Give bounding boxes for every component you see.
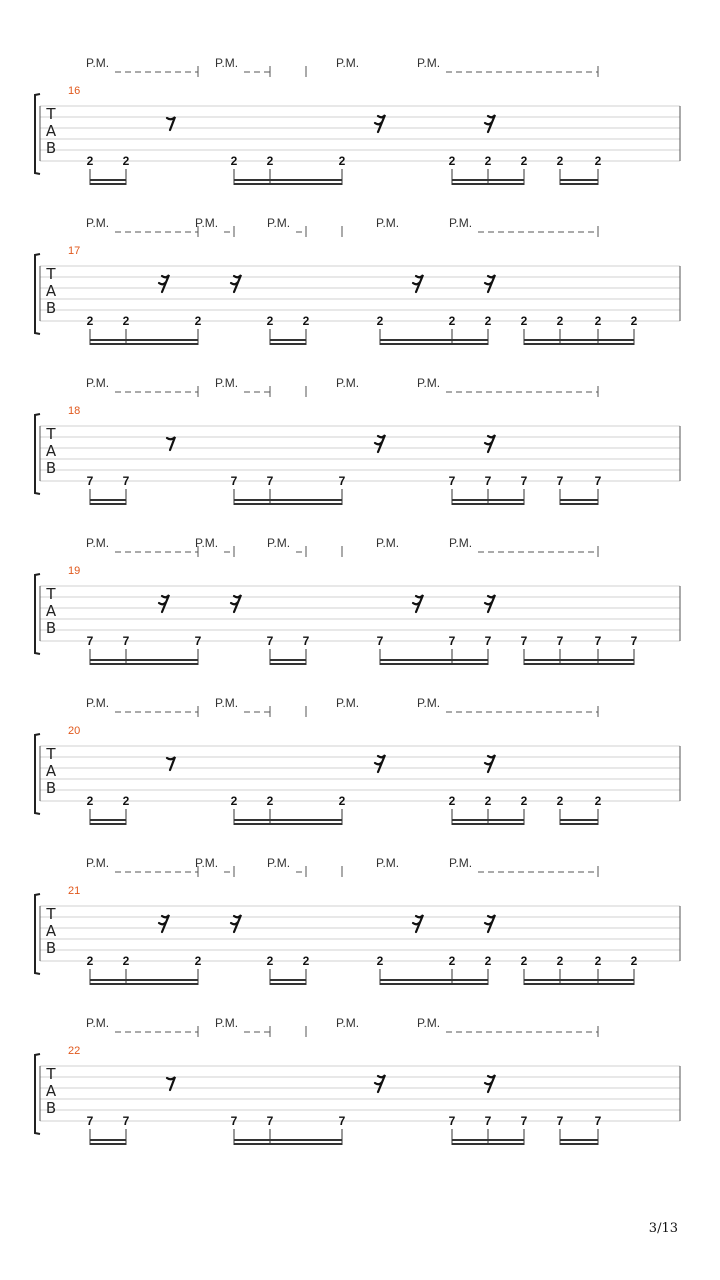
fret-number: 7 <box>266 474 274 488</box>
fret-number: 2 <box>520 154 528 168</box>
fret-number: 2 <box>86 954 94 968</box>
beam <box>560 819 598 821</box>
fret-number: 2 <box>86 794 94 808</box>
palm-mute-label: P.M. <box>336 376 360 390</box>
palm-mute-label: P.M. <box>376 536 400 550</box>
beam <box>524 979 634 981</box>
fret-number: 2 <box>594 154 602 168</box>
sixteenth-rest <box>375 115 385 132</box>
beam <box>90 983 198 985</box>
sixteenth-rest <box>413 595 423 612</box>
fret-number: 7 <box>448 1114 456 1128</box>
fret-number: 7 <box>484 474 492 488</box>
fret-number: 7 <box>448 474 456 488</box>
beam <box>90 1139 126 1141</box>
beam <box>90 179 126 181</box>
beam <box>90 659 198 661</box>
system-bracket <box>35 894 40 974</box>
sixteenth-rest <box>231 915 241 932</box>
palm-mute-label: P.M. <box>449 216 473 230</box>
beam <box>560 1139 598 1141</box>
beam <box>270 659 306 661</box>
beam <box>560 179 598 181</box>
fret-number: 2 <box>194 314 202 328</box>
palm-mute-label: P.M. <box>417 1016 441 1030</box>
fret-number: 2 <box>448 314 456 328</box>
tab-clef-letter: B <box>45 459 57 477</box>
beam <box>270 339 306 341</box>
system-bracket <box>35 414 40 494</box>
palm-mute-label: P.M. <box>195 536 219 550</box>
fret-number: 2 <box>556 954 564 968</box>
page-number: 3/13 <box>648 1221 678 1236</box>
tab-clef-letter: A <box>45 1082 57 1100</box>
fret-number: 2 <box>266 314 274 328</box>
tab-clef-letter: B <box>45 619 57 637</box>
sixteenth-rest <box>485 1075 495 1092</box>
tab-clef-letter: B <box>45 939 57 957</box>
fret-number: 2 <box>338 154 346 168</box>
beam <box>90 339 198 341</box>
fret-number: 2 <box>556 154 564 168</box>
beam <box>380 983 488 985</box>
palm-mute-label: P.M. <box>267 856 291 870</box>
sixteenth-rest <box>375 435 385 452</box>
tab-clef-letter: T <box>46 905 56 923</box>
tab-clef-letter: B <box>45 299 57 317</box>
tab-clef-letter: B <box>45 1099 57 1117</box>
sixteenth-rest <box>231 275 241 292</box>
fret-number: 2 <box>484 154 492 168</box>
beam <box>560 823 598 825</box>
measure-number: 18 <box>68 405 81 417</box>
fret-number: 7 <box>594 1114 602 1128</box>
tab-clef-letter: A <box>45 282 57 300</box>
beam <box>524 343 634 345</box>
beam <box>90 819 126 821</box>
measure-22 <box>35 1016 680 1145</box>
fret-number: 7 <box>594 474 602 488</box>
beam <box>560 1143 598 1145</box>
sixteenth-rest <box>485 435 495 452</box>
palm-mute-label: P.M. <box>215 1016 239 1030</box>
palm-mute-label: P.M. <box>376 856 400 870</box>
fret-number: 2 <box>630 954 638 968</box>
tab-clef-letter: T <box>46 425 56 443</box>
beam <box>90 979 198 981</box>
fret-number: 7 <box>448 634 456 648</box>
palm-mute-label: P.M. <box>86 536 110 550</box>
fret-number: 2 <box>556 794 564 808</box>
fret-number: 2 <box>448 954 456 968</box>
measure-number: 21 <box>68 885 81 897</box>
sixteenth-rest <box>159 915 169 932</box>
palm-mute-label: P.M. <box>86 1016 110 1030</box>
fret-number: 2 <box>86 154 94 168</box>
fret-number: 2 <box>376 314 384 328</box>
fret-number: 7 <box>122 474 130 488</box>
tab-clef-letter: B <box>45 139 57 157</box>
fret-number: 2 <box>122 794 130 808</box>
fret-number: 7 <box>520 1114 528 1128</box>
fret-number: 7 <box>302 634 310 648</box>
tab-clef-letter: A <box>45 762 57 780</box>
beam <box>90 499 126 501</box>
fret-number: 2 <box>484 794 492 808</box>
fret-number: 2 <box>376 954 384 968</box>
sixteenth-rest <box>413 275 423 292</box>
measure-number: 17 <box>68 245 81 257</box>
palm-mute-label: P.M. <box>336 696 360 710</box>
sixteenth-rest <box>159 275 169 292</box>
tab-clef-letter: A <box>45 922 57 940</box>
fret-number: 7 <box>230 1114 238 1128</box>
fret-number: 2 <box>520 794 528 808</box>
fret-number: 7 <box>520 474 528 488</box>
palm-mute-label: P.M. <box>417 56 441 70</box>
beam <box>560 503 598 505</box>
fret-number: 2 <box>630 314 638 328</box>
measure-20 <box>35 696 680 825</box>
tab-clef-letter: T <box>46 585 56 603</box>
beam <box>234 1143 342 1145</box>
sixteenth-rest <box>231 595 241 612</box>
fret-number: 7 <box>484 1114 492 1128</box>
beam <box>234 819 342 821</box>
system-bracket <box>35 1054 40 1134</box>
fret-number: 2 <box>266 154 274 168</box>
beam <box>270 983 306 985</box>
fret-number: 2 <box>338 794 346 808</box>
beam <box>270 663 306 665</box>
fret-number: 2 <box>448 794 456 808</box>
palm-mute-label: P.M. <box>449 856 473 870</box>
sixteenth-rest <box>485 115 495 132</box>
sixteenth-rest <box>485 755 495 772</box>
tab-clef-letter: T <box>46 265 56 283</box>
tab-clef-letter: A <box>45 602 57 620</box>
beam <box>380 343 488 345</box>
palm-mute-label: P.M. <box>336 1016 360 1030</box>
sixteenth-rest <box>485 915 495 932</box>
measure-19 <box>35 536 680 665</box>
beam <box>270 343 306 345</box>
fret-number: 7 <box>376 634 384 648</box>
palm-mute-label: P.M. <box>195 856 219 870</box>
sixteenth-rest <box>159 595 169 612</box>
measure-number: 19 <box>68 565 81 577</box>
fret-number: 7 <box>194 634 202 648</box>
fret-number: 2 <box>230 154 238 168</box>
fret-number: 2 <box>484 954 492 968</box>
beam <box>90 1143 126 1145</box>
beam <box>524 663 634 665</box>
fret-number: 2 <box>520 954 528 968</box>
fret-number: 7 <box>86 634 94 648</box>
measure-number: 16 <box>68 85 81 97</box>
fret-number: 2 <box>302 314 310 328</box>
beam <box>90 663 198 665</box>
fret-number: 2 <box>594 954 602 968</box>
sixteenth-rest <box>485 275 495 292</box>
palm-mute-label: P.M. <box>215 376 239 390</box>
fret-number: 2 <box>556 314 564 328</box>
beam <box>270 979 306 981</box>
fret-number: 7 <box>556 634 564 648</box>
beam <box>234 499 342 501</box>
system-bracket <box>35 254 40 334</box>
fret-number: 2 <box>86 314 94 328</box>
fret-number: 7 <box>122 1114 130 1128</box>
beam <box>234 179 342 181</box>
measure-number: 22 <box>68 1045 81 1057</box>
tab-clef-letter: T <box>46 745 56 763</box>
palm-mute-label: P.M. <box>376 216 400 230</box>
beam <box>560 499 598 501</box>
measure-number: 20 <box>68 725 81 737</box>
fret-number: 7 <box>520 634 528 648</box>
fret-number: 2 <box>266 954 274 968</box>
fret-number: 2 <box>122 314 130 328</box>
palm-mute-label: P.M. <box>449 536 473 550</box>
palm-mute-label: P.M. <box>215 56 239 70</box>
system-bracket <box>35 94 40 174</box>
sixteenth-rest <box>485 595 495 612</box>
palm-mute-label: P.M. <box>86 56 110 70</box>
fret-number: 2 <box>448 154 456 168</box>
measure-17 <box>35 216 680 345</box>
measure-16 <box>35 56 680 185</box>
fret-number: 7 <box>86 1114 94 1128</box>
palm-mute-label: P.M. <box>86 856 110 870</box>
palm-mute-label: P.M. <box>267 536 291 550</box>
beam <box>380 659 488 661</box>
measure-21 <box>35 856 680 985</box>
fret-number: 7 <box>230 474 238 488</box>
fret-number: 2 <box>266 794 274 808</box>
fret-number: 2 <box>594 794 602 808</box>
tab-clef-letter: A <box>45 122 57 140</box>
fret-number: 7 <box>338 1114 346 1128</box>
fret-number: 7 <box>556 474 564 488</box>
fret-number: 7 <box>338 474 346 488</box>
palm-mute-label: P.M. <box>215 696 239 710</box>
palm-mute-label: P.M. <box>86 376 110 390</box>
beam <box>234 1139 342 1141</box>
fret-number: 2 <box>194 954 202 968</box>
beam <box>524 339 634 341</box>
fret-number: 7 <box>266 634 274 648</box>
beam <box>524 983 634 985</box>
beam <box>380 663 488 665</box>
palm-mute-label: P.M. <box>86 216 110 230</box>
palm-mute-label: P.M. <box>417 376 441 390</box>
fret-number: 2 <box>122 954 130 968</box>
fret-number: 7 <box>122 634 130 648</box>
beam <box>560 183 598 185</box>
sixteenth-rest <box>375 755 385 772</box>
fret-number: 2 <box>122 154 130 168</box>
measure-18 <box>35 376 680 505</box>
sixteenth-rest <box>413 915 423 932</box>
tab-clef-letter: A <box>45 442 57 460</box>
system-bracket <box>35 734 40 814</box>
beam <box>234 503 342 505</box>
tab-clef-letter: B <box>45 779 57 797</box>
palm-mute-label: P.M. <box>86 696 110 710</box>
fret-number: 7 <box>86 474 94 488</box>
beam <box>90 343 198 345</box>
beam <box>380 979 488 981</box>
beam <box>234 183 342 185</box>
beam <box>524 659 634 661</box>
tab-clef-letter: T <box>46 1065 56 1083</box>
fret-number: 7 <box>556 1114 564 1128</box>
beam <box>90 503 126 505</box>
palm-mute-label: P.M. <box>267 216 291 230</box>
fret-number: 2 <box>230 794 238 808</box>
system-bracket <box>35 574 40 654</box>
fret-number: 7 <box>266 1114 274 1128</box>
beam <box>380 339 488 341</box>
tab-clef-letter: T <box>46 105 56 123</box>
beam <box>90 823 126 825</box>
fret-number: 7 <box>484 634 492 648</box>
beam <box>234 823 342 825</box>
palm-mute-label: P.M. <box>336 56 360 70</box>
fret-number: 7 <box>630 634 638 648</box>
palm-mute-label: P.M. <box>417 696 441 710</box>
fret-number: 2 <box>594 314 602 328</box>
fret-number: 2 <box>302 954 310 968</box>
sixteenth-rest <box>375 1075 385 1092</box>
fret-number: 2 <box>520 314 528 328</box>
palm-mute-label: P.M. <box>195 216 219 230</box>
beam <box>90 183 126 185</box>
fret-number: 2 <box>484 314 492 328</box>
fret-number: 7 <box>594 634 602 648</box>
